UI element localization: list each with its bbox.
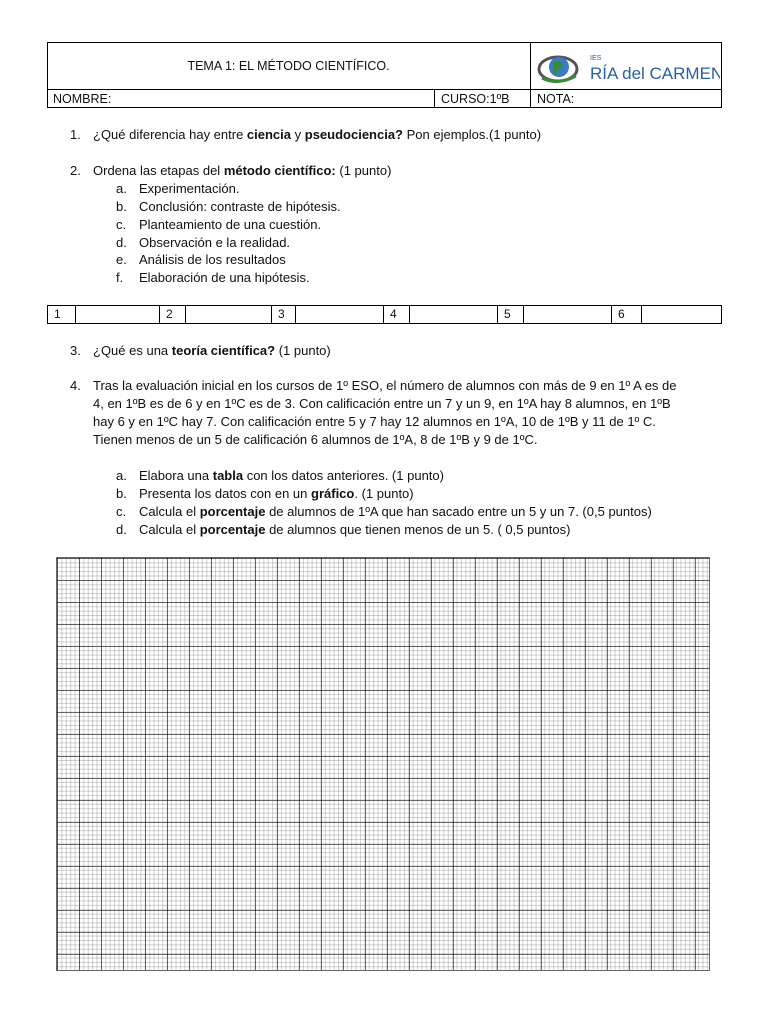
school-logo-graphic <box>536 48 720 86</box>
order-number-cell: 4 <box>384 306 410 323</box>
document-title-text: TEMA 1: EL MÉTODO CIENTÍFICO. <box>187 59 390 73</box>
nombre-label: NOMBRE: <box>53 92 112 106</box>
question-text: Ordena las etapas del método científico: (1 punto) <box>93 163 392 178</box>
order-answer-cell[interactable] <box>186 306 272 323</box>
nota-field[interactable] <box>531 90 720 108</box>
school-logo <box>536 48 720 86</box>
header-info-row <box>47 89 722 108</box>
question-4-text: Tras la evaluación inicial en los cursos de 1º ESO, el número de alumnos con más de 9 en 1º A es de 4, en 1ºB es de 6 y en 1ºC es de 3. Con calificación entre un 7 y un 9, en 1ºA hay 8 alumnos, en 1ºB hay 6 y en 1ºC hay 7. Con calificación entre 5 y 7 hay 12 alumnos en 1ºA, 10 de 1ºB y 11 de 1º C. Tienen menos de un 5 de calificación 6 alumnos de 1ºA, 8 de 1ºB y 9 de 1ºC. <box>93 378 677 447</box>
question-text: ¿Qué diferencia hay entre ciencia y pseudociencia? Pon ejemplos.(1 punto) <box>93 127 542 142</box>
curso-field <box>435 90 531 108</box>
nota-label: NOTA: <box>537 92 575 106</box>
logo-small-text: IES <box>590 55 602 62</box>
order-answer-row <box>47 305 722 324</box>
nombre-field[interactable] <box>47 90 435 108</box>
order-number-cell: 6 <box>612 306 642 323</box>
document-title <box>47 42 531 90</box>
question-number: 2. <box>70 163 81 178</box>
logo-text: RÍA del CARMEN <box>590 64 720 83</box>
order-number-cell: 5 <box>498 306 524 323</box>
question-text: ¿Qué es una teoría científica? (1 punto) <box>93 343 331 358</box>
order-number-cell: 1 <box>48 306 76 323</box>
order-answer-cell[interactable] <box>410 306 498 323</box>
question-number: 3. <box>70 343 81 358</box>
order-answer-cell[interactable] <box>524 306 612 323</box>
order-answer-cell[interactable] <box>642 306 721 323</box>
order-number-cell: 2 <box>160 306 186 323</box>
graph-paper[interactable] <box>56 557 710 971</box>
order-answer-cell[interactable] <box>76 306 160 323</box>
order-number-cell: 3 <box>272 306 296 323</box>
curso-label: CURSO:1ºB <box>441 92 510 106</box>
question-number: 1. <box>70 127 81 142</box>
order-answer-cell[interactable] <box>296 306 384 323</box>
